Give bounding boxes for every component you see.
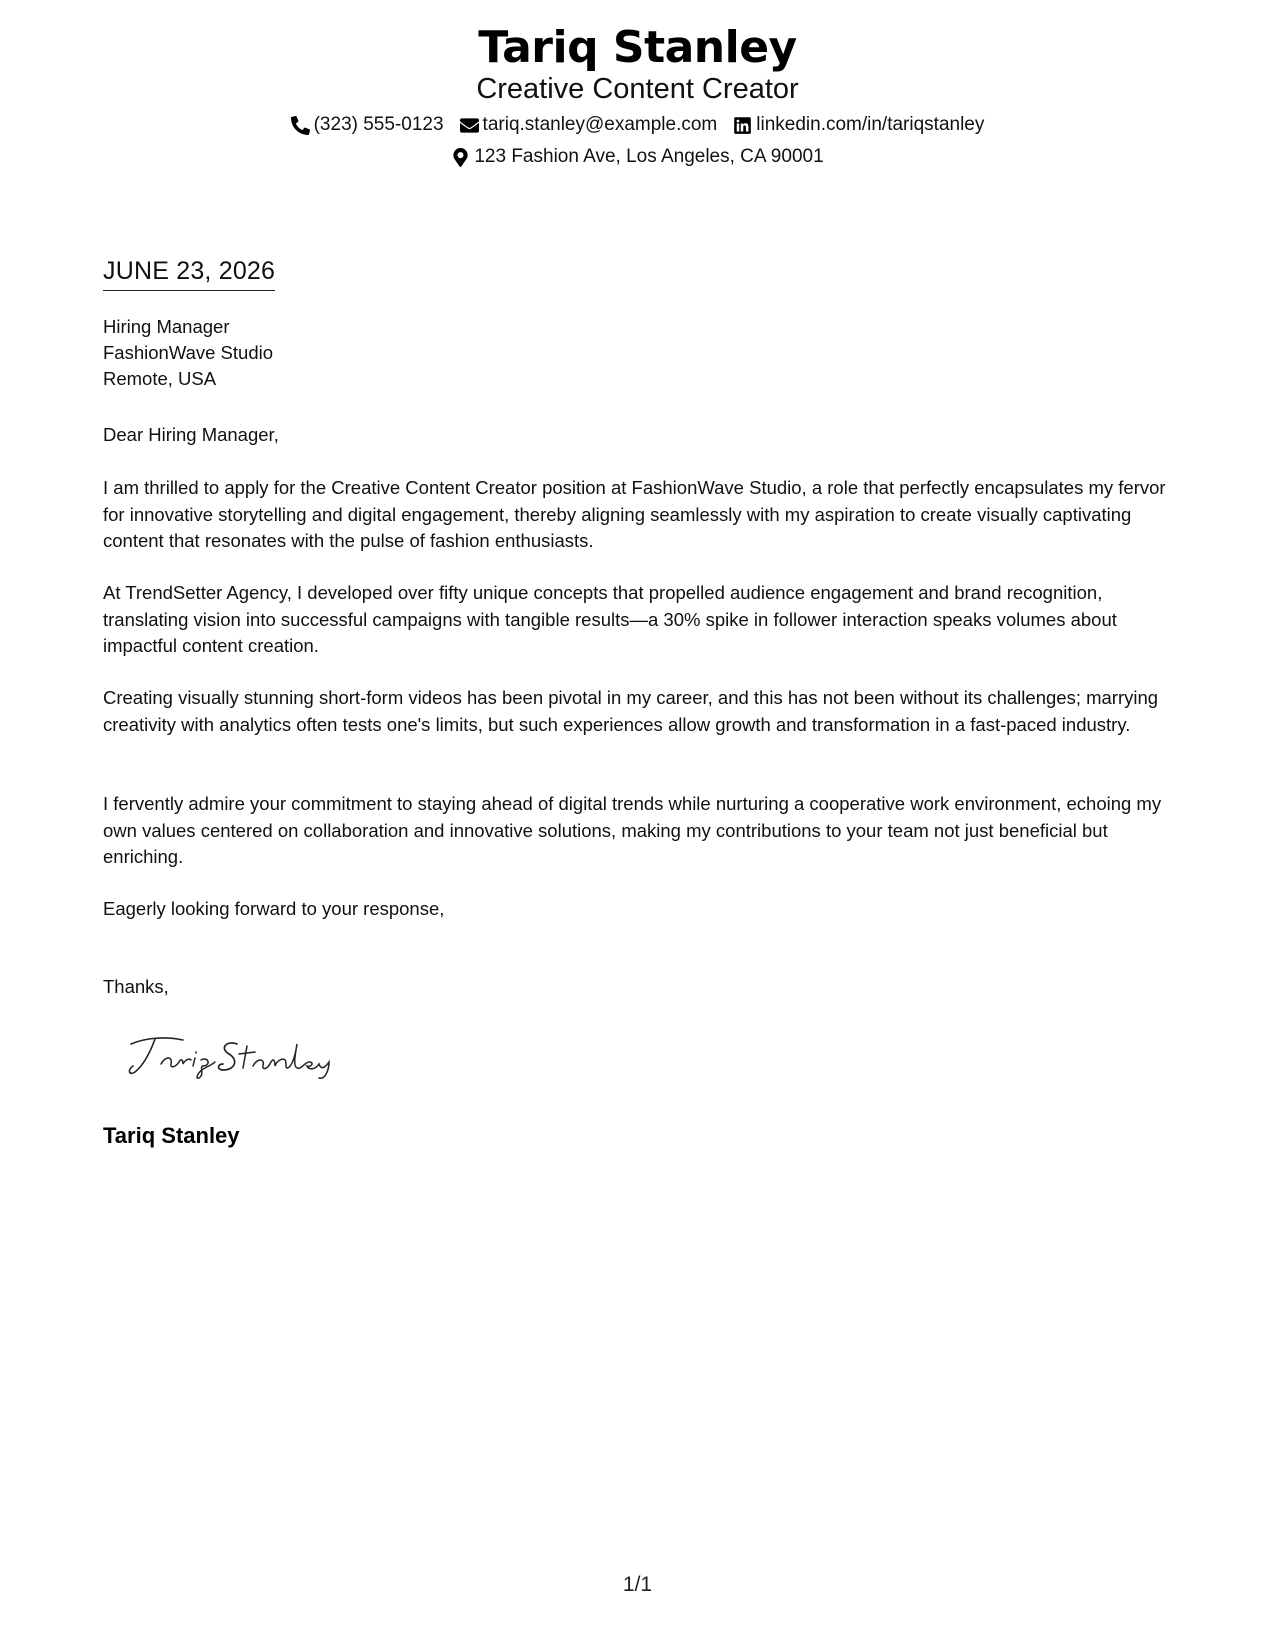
linkedin-text[interactable]: linkedin.com/in/tariqstanley (756, 114, 985, 135)
contact-linkedin[interactable] (733, 113, 984, 137)
contact-address (451, 145, 823, 169)
applicant-name: Tariq Stanley (478, 22, 797, 73)
body-paragraph: I am thrilled to apply for the Creative Content Creator position at FashionWave Studio, a role that perfectly encapsulates my fervor for innovative storytelling and digital engagement, thereby aligning seamlessly with my aspiration to create visually captivating content that resonates with the pulse of fashion enthusiasts. (103, 477, 1166, 551)
phone-icon (291, 116, 310, 135)
contact-phone (291, 113, 444, 137)
letter-date: JUNE 23, 2026 (103, 256, 275, 291)
body-paragraph: At TrendSetter Agency, I developed over fifty unique concepts that propelled audience engagement and brand recognition, translating vision into successful campaigns with tangible results—a 30% spike in follower interaction speaks volumes about impactful content creation. (103, 582, 1117, 656)
envelope-icon (460, 116, 479, 135)
page-number: 1/1 (622, 1573, 653, 1596)
address-text: 123 Fashion Ave, Los Angeles, CA 90001 (474, 146, 824, 167)
body-paragraph: I fervently admire your commitment to staying ahead of digital trends while nurturing a cooperative work environment, echoing my own values centered on collaboration and innovative solutions, making my contributions to your team not just beneficial but enriching. (103, 793, 1162, 867)
closing-line: Eagerly looking forward to your response, (103, 898, 445, 919)
recipient-line: Remote, USA (103, 368, 217, 389)
email-text[interactable]: tariq.stanley@example.com (482, 114, 718, 135)
linkedin-icon (733, 116, 752, 135)
body-paragraph: Creating visually stunning short-form videos has been pivotal in my career, and this has not been without its challenges; marrying creativity with analytics often tests one's limits, but such experiences allow growth and transformation in a fast-paced industry. (103, 687, 1159, 735)
contact-row-secondary (0, 145, 1275, 169)
contact-email[interactable] (460, 113, 718, 137)
salutation: Dear Hiring Manager, (103, 424, 279, 445)
handwritten-signature (125, 1030, 345, 1080)
recipient-line: FashionWave Studio (103, 342, 274, 363)
signed-name: Tariq Stanley (103, 1123, 240, 1148)
map-marker-icon (451, 148, 470, 167)
sign-off: Thanks, (103, 976, 169, 997)
contact-row-primary (0, 113, 1275, 137)
recipient-block (103, 314, 273, 392)
phone-text: (323) 555-0123 (313, 114, 444, 135)
applicant-title: Creative Content Creator (476, 73, 799, 105)
recipient-line: Hiring Manager (103, 316, 230, 337)
